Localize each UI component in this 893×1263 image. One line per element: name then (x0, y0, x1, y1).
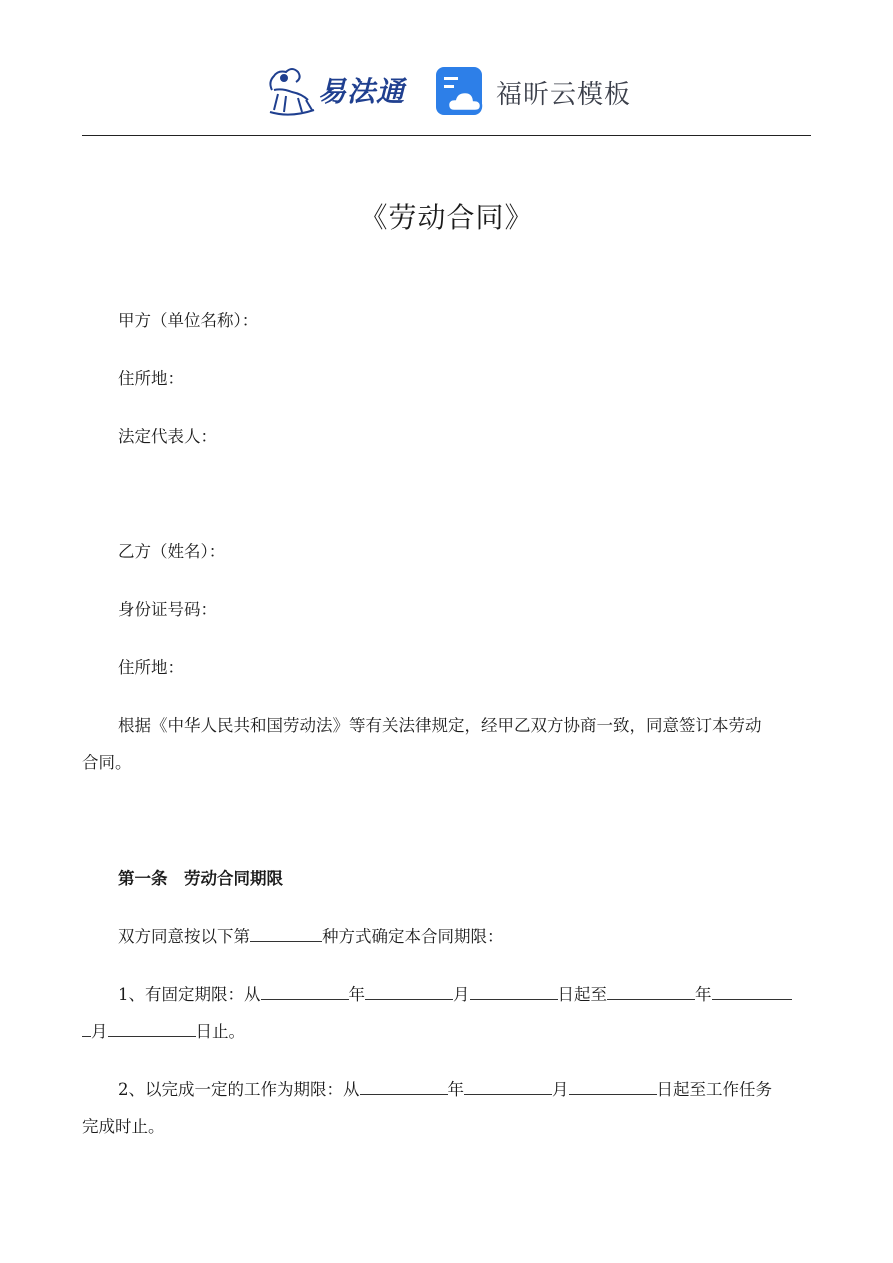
header-divider (82, 135, 811, 136)
party-a-address-label: 住所地： (118, 369, 184, 388)
term-2-prefix: 2、以完成一定的工作为期限：从 (118, 1080, 360, 1099)
document-title: 《劳动合同》 (359, 201, 534, 234)
start-day-blank[interactable] (470, 983, 558, 1000)
party-a-representative-label: 法定代表人： (118, 427, 217, 446)
logo-yifatong-text: 易法通 (318, 75, 406, 108)
preamble-line-2: 合同。 (82, 753, 132, 772)
term-2-suffix: 日起至工作任务 (656, 1080, 772, 1099)
party-b-address-label: 住所地： (118, 658, 184, 677)
start-year-blank[interactable] (261, 983, 349, 1000)
party-a-label: 甲方（单位名称）： (118, 311, 259, 330)
term-2-year-blank[interactable] (360, 1078, 448, 1095)
end-month-blank-part1[interactable] (712, 983, 792, 1000)
day-from-to-label: 日起至 (557, 985, 607, 1004)
article-1-heading: 第一条 劳动合同期限 (118, 869, 283, 888)
term-1-line-2 (82, 1013, 811, 1050)
method-number-blank[interactable] (250, 925, 322, 942)
year-label-3: 年 (447, 1080, 464, 1099)
month-label-2: 月 (91, 1022, 108, 1041)
end-month-blank-part2[interactable] (82, 1020, 91, 1037)
year-label: 年 (348, 985, 365, 1004)
month-label: 月 (453, 985, 470, 1004)
party-b-label: 乙方（姓名）： (118, 542, 226, 561)
document-header (0, 60, 893, 122)
term-2-day-blank[interactable] (569, 1078, 657, 1095)
term-1-prefix: 1、有固定期限：从 (118, 985, 261, 1004)
fuxin-logo (434, 65, 644, 117)
term-2-line-2: 完成时止。 (82, 1117, 165, 1136)
logo-fuxin-text: 福昕云模板 (496, 80, 632, 110)
end-day-blank[interactable] (108, 1020, 196, 1037)
intro-text-a: 双方同意按以下第 (118, 927, 250, 946)
term-1-line-1 (82, 976, 811, 1013)
end-year-blank[interactable] (607, 983, 695, 1000)
year-label-2: 年 (695, 985, 712, 1004)
article-1-intro (82, 918, 811, 955)
day-end-label: 日止。 (195, 1022, 245, 1041)
intro-text-b: 种方式确定本合同期限： (322, 927, 504, 946)
preamble-line-1: 根据《中华人民共和国劳动法》等有关法律规定，经甲乙双方协商一致，同意签订本劳动 (118, 716, 762, 735)
start-month-blank[interactable] (365, 983, 453, 1000)
yifatong-logo (262, 60, 412, 118)
party-b-id-label: 身份证号码： (118, 600, 217, 619)
cloud-document-icon (434, 65, 488, 117)
term-2-line-1 (82, 1071, 811, 1108)
month-label-3: 月 (552, 1080, 569, 1099)
term-2-month-blank[interactable] (464, 1078, 552, 1095)
qilin-icon (262, 60, 318, 118)
